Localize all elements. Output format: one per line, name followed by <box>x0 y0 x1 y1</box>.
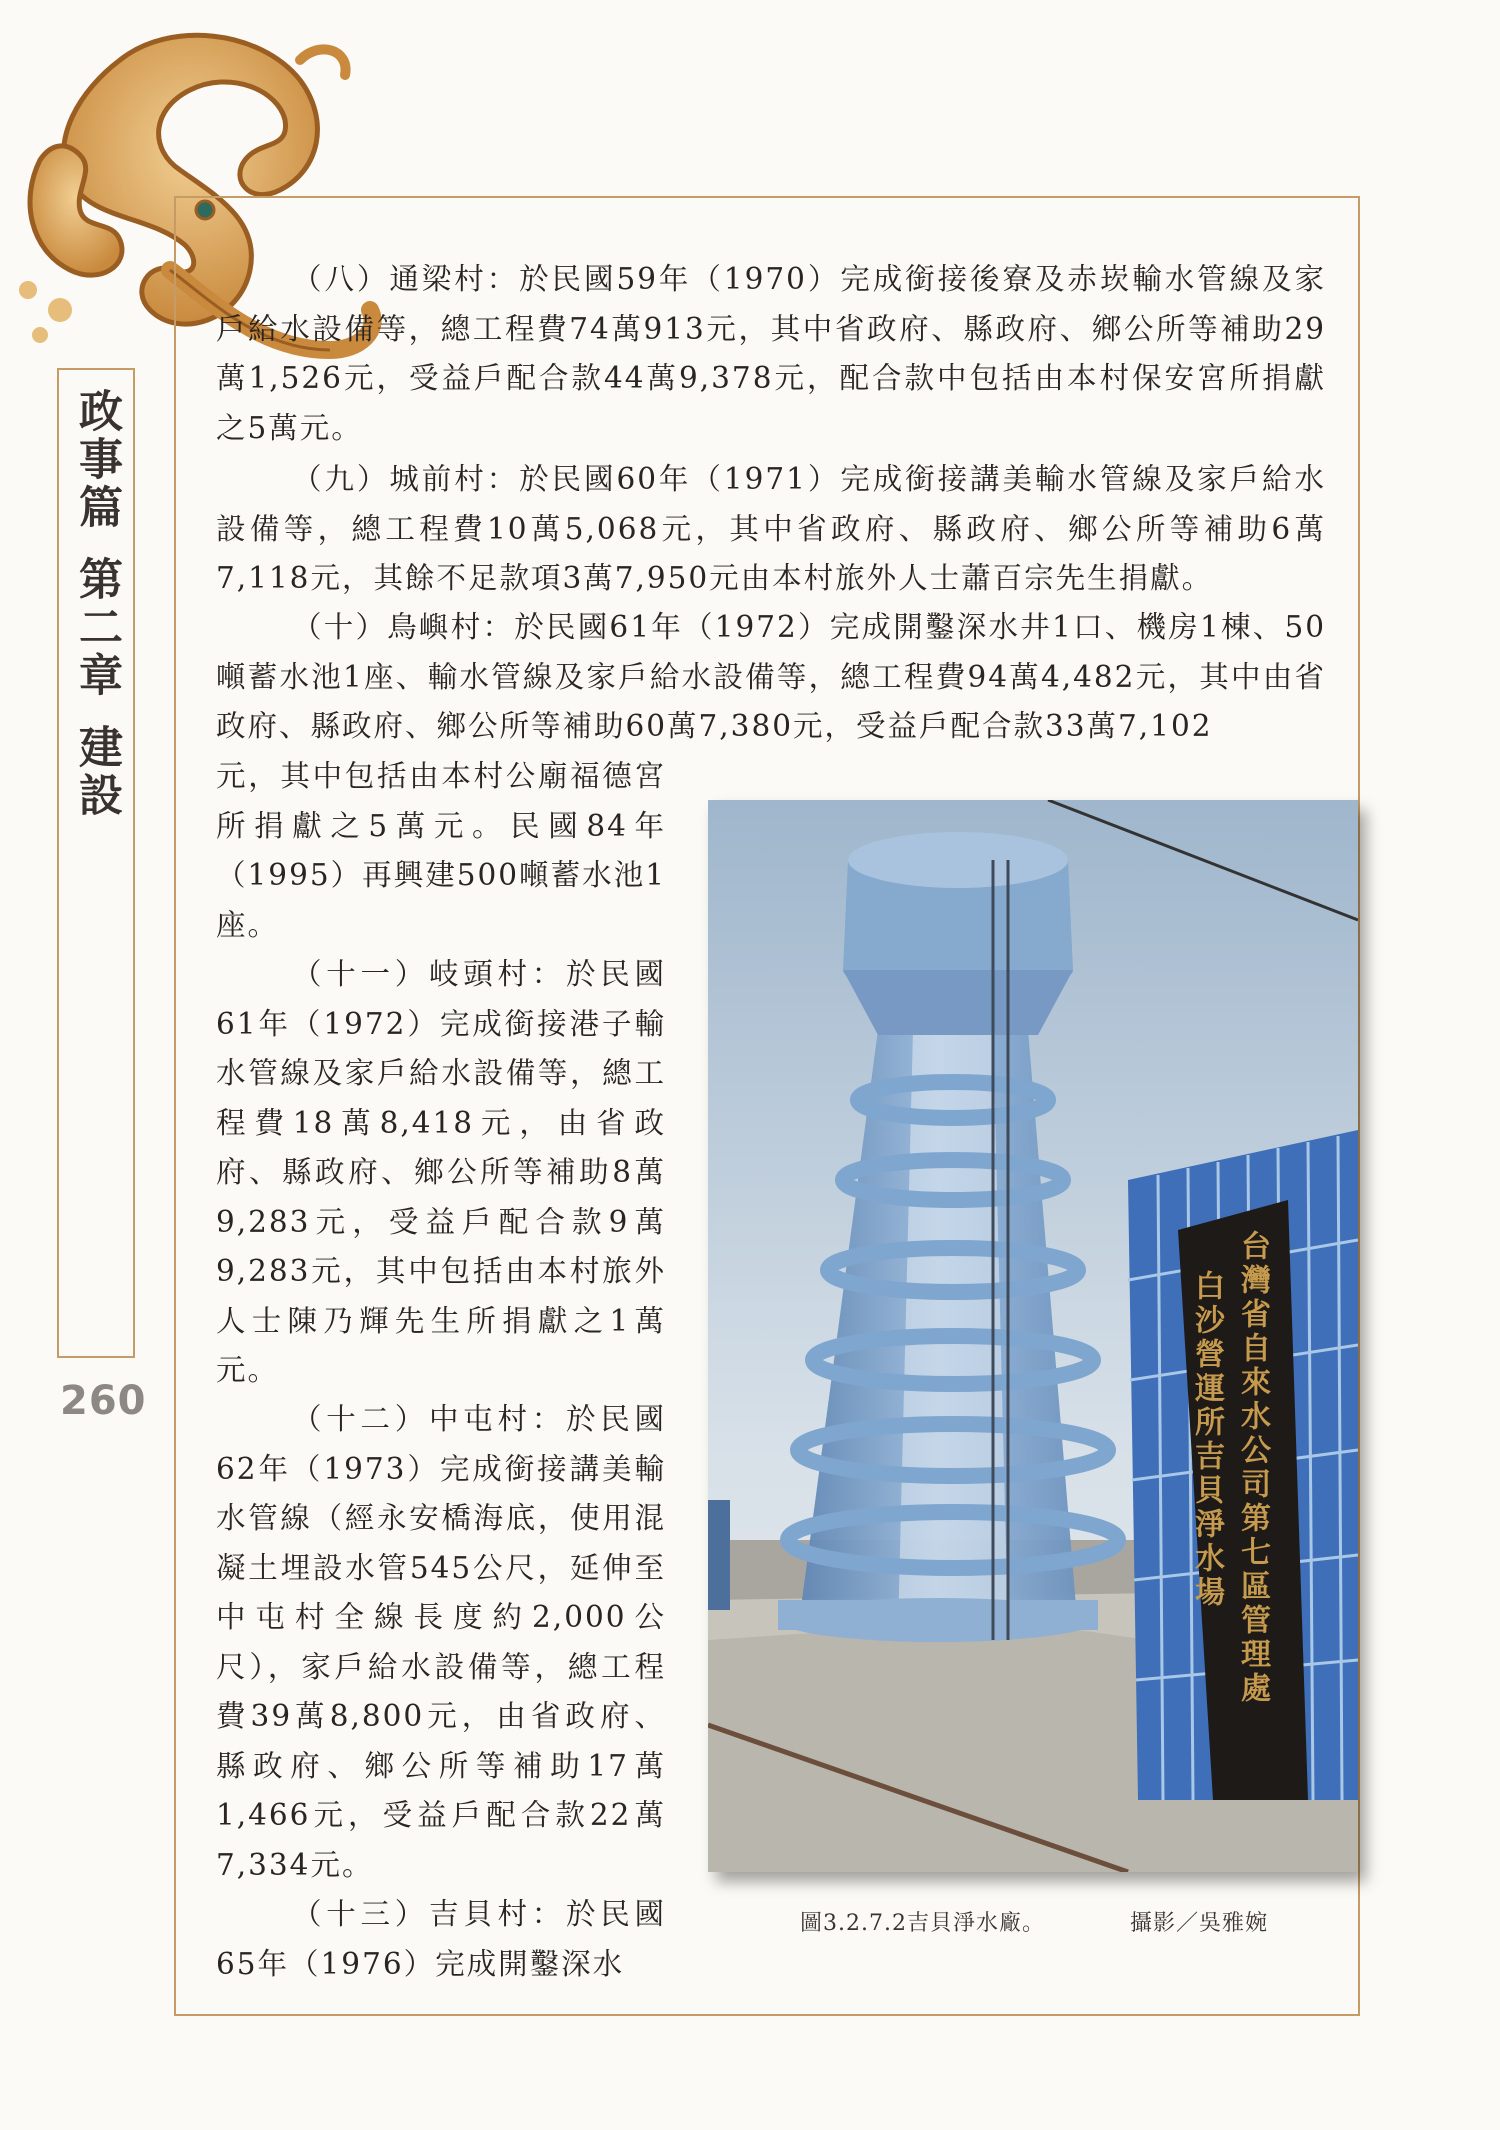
plant-sign <box>1186 1230 1272 1706</box>
chapter-side-tab <box>57 368 135 1358</box>
paragraph-qitou: （十一）岐頭村：於民國61年（1972）完成銜接港子輸水管線及家戶給水設備等，總工程費18萬8,418元，由省政府、縣政府、鄉公所等補助8萬9,283元，受益戶配合款9萬9,283元，其中包括由本村旅外人士陳乃輝先生所捐獻之1萬元。 <box>216 957 666 1387</box>
water-tower-photo <box>708 800 1358 1872</box>
paragraph-chengqian: （九）城前村：於民國60年（1971）完成銜接講美輸水管線及家戶給水設備等，總工程費10萬5,068元，其中省政府、縣政府、鄉公所等補助6萬7,118元，其餘不足款項3萬7,950元由本村旅外人士蕭百宗先生捐獻。 <box>216 462 1326 595</box>
paragraph-niaoyu-cont: 元，其中包括由本村公廟福德宮所捐獻之5萬元。民國84年（1995）再興建500噸蓄水池1座。 <box>216 759 666 942</box>
paragraph-tongliang: （八）通梁村：於民國59年（1970）完成銜接後寮及赤崁輸水管線及家戶給水設備等，總工程費74萬913元，其中省政府、縣政府、鄉公所等補助29萬1,526元，受益戶配合款44萬9,378元，配合款中包括由本村保安宮所捐獻之5萬元。 <box>216 262 1326 445</box>
chapter-number: 第二章 <box>71 556 122 700</box>
photo-caption: 圖3.2.7.2吉貝淨水廠。 <box>800 1911 1045 1936</box>
paragraph-niaoyu: （十）鳥嶼村：於民國61年（1972）完成開鑿深水井1口、機房1棟、50噸蓄水池1座、輸水管線及家戶給水設備等，總工程費94萬4,482元，其中由省政府、縣政府、鄉公所等補助60萬7,380元，受益戶配合款33萬7,102 <box>216 610 1326 743</box>
page-number: 260 <box>60 1378 147 1424</box>
paragraph-jibei: （十三）吉貝村：於民國65年（1976）完成開鑿深水 <box>216 1897 666 1981</box>
chapter-title <box>71 388 122 1356</box>
sign-text-line1: 台灣省自來水公司第七區管理處 <box>1235 1230 1270 1706</box>
paragraph-zhongtun: （十二）中屯村：於民國62年（1973）完成銜接講美輸水管線（經永安橋海底，使用混凝土埋設水管545公尺，延伸至中屯村全線長度約2,000公尺），家戶給水設備等，總工程費39萬8,800元，由省政府、縣政府、鄉公所等補助17萬1,466元，受益戶配合款22萬7,334元。 <box>216 1402 666 1882</box>
section-title: 建設 <box>71 724 122 820</box>
sign-text-line2: 白沙營運所吉貝淨水場 <box>1189 1270 1224 1610</box>
photo-credit: 攝影／吳雅婉 <box>1130 1911 1269 1936</box>
part-title: 政事篇 <box>71 388 122 532</box>
